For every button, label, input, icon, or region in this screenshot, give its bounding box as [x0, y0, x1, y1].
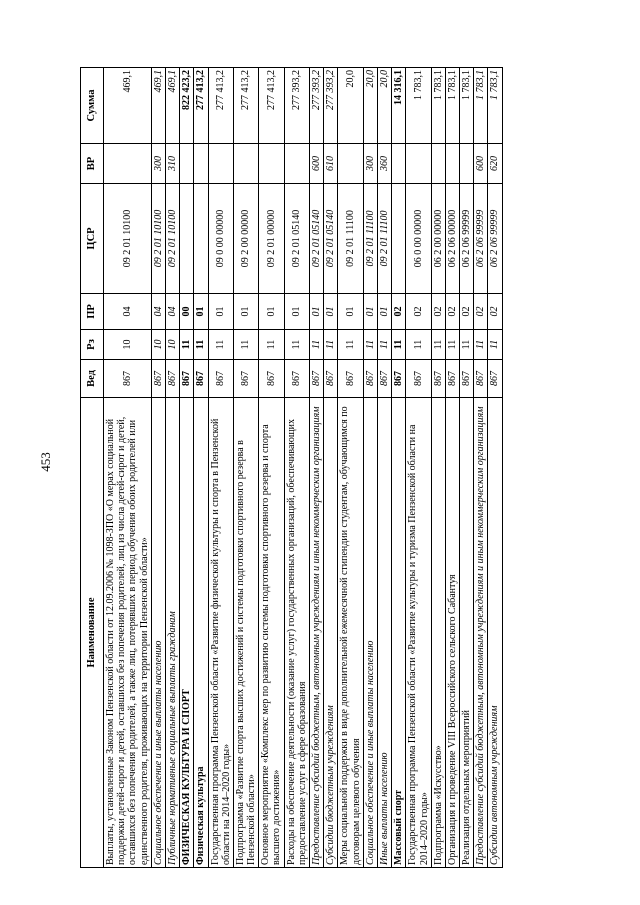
- table-row: [406, 68, 431, 868]
- table-row: [338, 68, 363, 868]
- cell-pr: 04: [104, 294, 152, 330]
- cell-sum: 277 393,2: [324, 68, 338, 144]
- cell-name: Социальное обеспечение и иные выплаты населению: [151, 398, 165, 868]
- header-sum: Сумма: [81, 68, 104, 144]
- cell-csr: 09 2 01 10100: [104, 184, 152, 294]
- cell-pr: 04: [151, 294, 165, 330]
- cell-sum: 469,1: [165, 68, 179, 144]
- cell-name: Подпрограмма «Развитие спорта высших достижений и системы подготовки спортивного резерва в Пензенской области»: [233, 398, 258, 868]
- cell-ved: 867: [208, 360, 233, 398]
- table-row: [431, 68, 445, 868]
- header-ved: Вед: [81, 360, 104, 398]
- cell-name: Предоставление субсидий бюджетным, автономным учреждениям и иным некоммерческим организациям: [474, 398, 488, 868]
- cell-rz: 11: [406, 330, 431, 360]
- page-number: 453: [38, 452, 53, 472]
- cell-vr: 610: [324, 144, 338, 184]
- cell-pr: 01: [338, 294, 363, 330]
- cell-csr: 09 0 00 00000: [208, 184, 233, 294]
- cell-csr: 09 2 01 00000: [259, 184, 284, 294]
- cell-name: Подпрограмма «Искусство»: [431, 398, 445, 868]
- table-row: [460, 68, 474, 868]
- cell-rz: 11: [324, 330, 338, 360]
- cell-rz: 11: [392, 330, 406, 360]
- table-row: [445, 68, 459, 868]
- cell-csr: 06 0 00 00000: [406, 184, 431, 294]
- header-vr: ВР: [81, 144, 104, 184]
- header-name: Наименование: [81, 398, 104, 868]
- cell-csr: 09 2 01 05140: [324, 184, 338, 294]
- cell-pr: 01: [194, 294, 208, 330]
- cell-rz: 11: [259, 330, 284, 360]
- cell-rz: 10: [151, 330, 165, 360]
- cell-sum: 20,0: [377, 68, 391, 144]
- header-csr: ЦСР: [81, 184, 104, 294]
- cell-ved: 867: [310, 360, 324, 398]
- cell-vr: [194, 144, 208, 184]
- cell-name: Реализация отдельных мероприятий: [460, 398, 474, 868]
- cell-pr: 01: [363, 294, 377, 330]
- cell-sum: 469,1: [104, 68, 152, 144]
- cell-rz: 11: [208, 330, 233, 360]
- cell-rz: 10: [165, 330, 179, 360]
- cell-name: Публичные нормативные социальные выплаты гражданам: [165, 398, 179, 868]
- cell-name: Организация и проведение VIII Всероссийского сельского Сабантуя: [445, 398, 459, 868]
- cell-sum: 1 783,1: [460, 68, 474, 144]
- cell-ved: 867: [377, 360, 391, 398]
- cell-vr: [431, 144, 445, 184]
- cell-sum: 277 393,2: [284, 68, 309, 144]
- table-row: [377, 68, 391, 868]
- cell-csr: 09 2 01 05140: [310, 184, 324, 294]
- cell-pr: 01: [310, 294, 324, 330]
- cell-pr: 02: [392, 294, 406, 330]
- cell-sum: 1 783,1: [488, 68, 502, 144]
- cell-vr: 620: [488, 144, 502, 184]
- cell-name: Субсидии бюджетным учреждениям: [324, 398, 338, 868]
- cell-ved: 867: [406, 360, 431, 398]
- cell-pr: 02: [488, 294, 502, 330]
- cell-name: Субсидии автономным учреждениям: [488, 398, 502, 868]
- header-pr: ПР: [81, 294, 104, 330]
- cell-ved: 867: [284, 360, 309, 398]
- cell-csr: 06 2 06 99999: [460, 184, 474, 294]
- cell-sum: 1 783,1: [474, 68, 488, 144]
- cell-name: Государственная программа Пензенской области «Развитие физической культуры и спорта в Пензенской области на 2014–2020 годы»: [208, 398, 233, 868]
- cell-vr: 300: [151, 144, 165, 184]
- cell-name: Предоставление субсидий бюджетным, автономным учреждениям и иным некоммерческим организациям: [310, 398, 324, 868]
- cell-sum: 1 783,1: [431, 68, 445, 144]
- cell-rz: 11: [194, 330, 208, 360]
- cell-sum: 20,0: [363, 68, 377, 144]
- cell-ved: 867: [460, 360, 474, 398]
- table-row: [194, 68, 208, 868]
- cell-rz: 11: [284, 330, 309, 360]
- cell-csr: 09 2 01 11100: [338, 184, 363, 294]
- table-row: [310, 68, 324, 868]
- cell-csr: [194, 184, 208, 294]
- cell-pr: 02: [474, 294, 488, 330]
- cell-rz: 11: [474, 330, 488, 360]
- cell-pr: 01: [208, 294, 233, 330]
- cell-sum: 1 783,1: [406, 68, 431, 144]
- cell-pr: 01: [233, 294, 258, 330]
- cell-vr: 310: [165, 144, 179, 184]
- cell-name: ФИЗИЧЕСКАЯ КУЛЬТУРА И СПОРТ: [180, 398, 194, 868]
- header-rz: Рз: [81, 330, 104, 360]
- cell-csr: 06 2 00 00000: [431, 184, 445, 294]
- cell-name: Основное мероприятие «Комплекс мер по развитию системы подготовки спортивного резерва и спорта высшего достижения»: [259, 398, 284, 868]
- cell-vr: [460, 144, 474, 184]
- cell-sum: 1 783,1: [445, 68, 459, 144]
- table-row: [165, 68, 179, 868]
- cell-csr: [392, 184, 406, 294]
- cell-ved: 867: [431, 360, 445, 398]
- cell-ved: 867: [259, 360, 284, 398]
- cell-ved: 867: [445, 360, 459, 398]
- cell-sum: 469,1: [151, 68, 165, 144]
- table-row: [284, 68, 309, 868]
- cell-csr: 09 2 01 10100: [151, 184, 165, 294]
- cell-csr: 06 2 06 00000: [445, 184, 459, 294]
- table-row: [363, 68, 377, 868]
- cell-ved: 867: [363, 360, 377, 398]
- table-row: [488, 68, 502, 868]
- cell-sum: 277 413,2: [233, 68, 258, 144]
- cell-name: Физическая культура: [194, 398, 208, 868]
- table-row: [180, 68, 194, 868]
- cell-rz: 10: [104, 330, 152, 360]
- cell-name: Социальное обеспечение и иные выплаты населению: [363, 398, 377, 868]
- cell-sum: 277 413,2: [259, 68, 284, 144]
- cell-vr: [445, 144, 459, 184]
- cell-ved: 867: [324, 360, 338, 398]
- cell-vr: [284, 144, 309, 184]
- cell-ved: 867: [488, 360, 502, 398]
- cell-name: Массовый спорт: [392, 398, 406, 868]
- table-row: [104, 68, 152, 868]
- cell-pr: 02: [431, 294, 445, 330]
- cell-name: Меры социальной поддержки в виде дополнительной ежемесячной стипендии студентам, обучающимся по договорам целевого обучения: [338, 398, 363, 868]
- cell-name: Государственная программа Пензенской области «Развитие культуры и туризма Пензенской области на 2014–2020 годы»: [406, 398, 431, 868]
- table-header-row: [81, 68, 104, 868]
- cell-vr: 300: [363, 144, 377, 184]
- table-row: [208, 68, 233, 868]
- cell-ved: 867: [392, 360, 406, 398]
- cell-pr: 01: [377, 294, 391, 330]
- cell-sum: 20,0: [338, 68, 363, 144]
- cell-vr: [392, 144, 406, 184]
- cell-csr: 09 2 01 11100: [363, 184, 377, 294]
- table-row: [259, 68, 284, 868]
- table-row: [474, 68, 488, 868]
- cell-vr: [406, 144, 431, 184]
- cell-rz: 11: [233, 330, 258, 360]
- cell-vr: 600: [474, 144, 488, 184]
- cell-pr: 01: [259, 294, 284, 330]
- cell-sum: 277 413,2: [194, 68, 208, 144]
- cell-ved: 867: [104, 360, 152, 398]
- cell-ved: 867: [233, 360, 258, 398]
- cell-vr: 360: [377, 144, 391, 184]
- cell-sum: 822 423,2: [180, 68, 194, 144]
- table-row: [324, 68, 338, 868]
- cell-ved: 867: [474, 360, 488, 398]
- cell-ved: 867: [194, 360, 208, 398]
- cell-sum: 14 316,1: [392, 68, 406, 144]
- table-row: [392, 68, 406, 868]
- cell-ved: 867: [165, 360, 179, 398]
- cell-ved: 867: [338, 360, 363, 398]
- cell-sum: 277 413,2: [208, 68, 233, 144]
- cell-rz: 11: [180, 330, 194, 360]
- cell-vr: 600: [310, 144, 324, 184]
- cell-csr: 09 2 01 05140: [284, 184, 309, 294]
- cell-ved: 867: [180, 360, 194, 398]
- cell-rz: 11: [488, 330, 502, 360]
- cell-pr: 02: [460, 294, 474, 330]
- cell-name: Расходы на обеспечение деятельности (оказание услуг) государственных организаций, обеспечивающих предоставление услуг в сфере образования: [284, 398, 309, 868]
- cell-pr: 04: [165, 294, 179, 330]
- cell-csr: [180, 184, 194, 294]
- cell-rz: 11: [377, 330, 391, 360]
- cell-rz: 11: [445, 330, 459, 360]
- cell-pr: 02: [406, 294, 431, 330]
- table-row: [233, 68, 258, 868]
- cell-vr: [104, 144, 152, 184]
- cell-vr: [208, 144, 233, 184]
- cell-rz: 11: [338, 330, 363, 360]
- cell-pr: 01: [324, 294, 338, 330]
- cell-csr: 09 2 01 10100: [165, 184, 179, 294]
- cell-sum: 277 393,2: [310, 68, 324, 144]
- cell-rz: 11: [460, 330, 474, 360]
- cell-vr: [259, 144, 284, 184]
- cell-vr: [338, 144, 363, 184]
- cell-rz: 11: [363, 330, 377, 360]
- cell-csr: 09 2 01 11100: [377, 184, 391, 294]
- cell-name: Выплаты, установленные Законом Пензенской области от 12.09.2006 № 1098-ЗПО «О мерах социальной поддержки детей-сирот и детей, оставшихся без попечения родителей, лиц из числа детей-сирот и детей, оставшихся без попечения родителей, а также лиц, потерявших в период обучения обоих родителей или единственного родителя, проживающих на территории Пензенской области»: [104, 398, 152, 868]
- table-row: [151, 68, 165, 868]
- cell-ved: 867: [151, 360, 165, 398]
- cell-csr: 06 2 06 99999: [488, 184, 502, 294]
- cell-name: Иные выплаты населению: [377, 398, 391, 868]
- cell-pr: 01: [284, 294, 309, 330]
- budget-table-container: [80, 68, 600, 868]
- cell-rz: 11: [310, 330, 324, 360]
- cell-pr: 02: [445, 294, 459, 330]
- cell-pr: 00: [180, 294, 194, 330]
- cell-rz: 11: [431, 330, 445, 360]
- cell-vr: [233, 144, 258, 184]
- cell-vr: [180, 144, 194, 184]
- cell-csr: 09 2 00 00000: [233, 184, 258, 294]
- budget-table: [80, 67, 503, 868]
- cell-csr: 06 2 06 99999: [474, 184, 488, 294]
